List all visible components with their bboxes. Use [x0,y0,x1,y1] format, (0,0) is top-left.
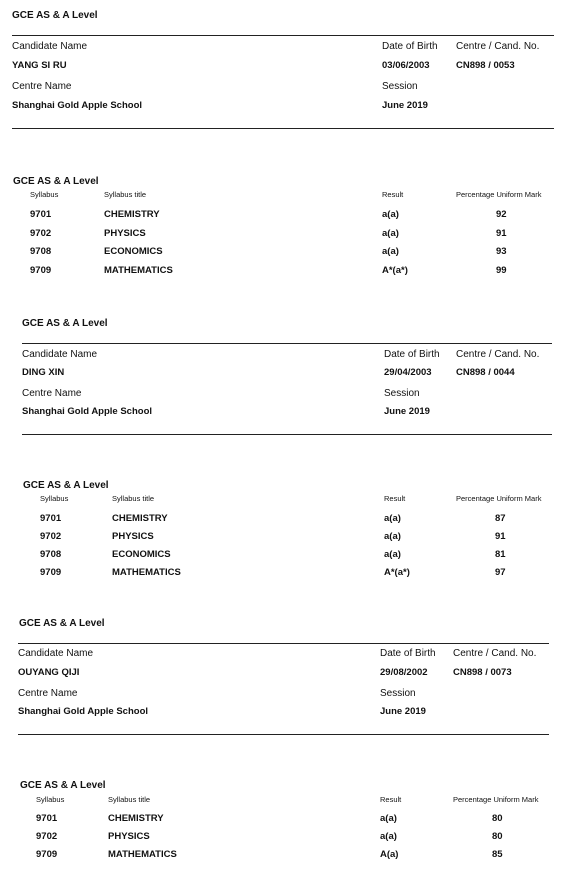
uniform-mark: 91 [496,228,507,239]
syllabus-code: 9701 [40,513,62,524]
col-syllabus-header: Syllabus [36,795,65,804]
result-grade: A*(a*) [382,265,408,276]
uniform-mark: 85 [492,849,503,860]
centre-name: Shanghai Gold Apple School [12,100,143,111]
results-heading: GCE AS & A Level [23,480,109,491]
syllabus-title: PHYSICS [104,228,146,239]
col-pum-header: Percentage Uniform Mark [453,795,539,804]
syllabus-title: ECONOMICS [104,246,163,257]
syllabus-title: MATHEMATICS [112,567,181,578]
uniform-mark: 80 [492,813,503,824]
candidate-heading: GCE AS & A Level [22,318,108,329]
centre-cand-value: CN898 / 0073 [453,667,512,678]
session-value: June 2019 [384,406,430,417]
result-grade: a(a) [384,531,401,542]
dob-label: Date of Birth [384,349,440,360]
dob-label: Date of Birth [382,41,438,52]
dob-value: 03/06/2003 [382,60,430,71]
centre-name: Shanghai Gold Apple School [22,406,153,417]
col-pum-header: Percentage Uniform Mark [456,190,542,199]
results-heading: GCE AS & A Level [13,176,99,187]
syllabus-title: CHEMISTRY [104,209,160,220]
col-result-header: Result [382,190,404,199]
col-result-header: Result [384,494,406,503]
result-grade: a(a) [380,813,397,824]
result-grade: a(a) [382,209,399,220]
result-grade: a(a) [382,228,399,239]
syllabus-code: 9709 [30,265,52,276]
centre-cand-label: Centre / Cand. No. [456,349,540,360]
syllabus-title: MATHEMATICS [104,265,173,276]
syllabus-code: 9701 [30,209,52,220]
centre-name-label: Centre Name [12,81,72,92]
dob-value: 29/04/2003 [384,367,432,378]
rule-bottom [18,734,549,735]
candidate-name: DING XIN [22,367,65,378]
syllabus-code: 9702 [40,531,62,542]
candidate-name-label: Candidate Name [12,41,88,52]
uniform-mark: 92 [496,209,507,220]
session-label: Session [382,81,418,92]
syllabus-title: MATHEMATICS [108,849,177,860]
col-syllabus-header: Syllabus [40,494,69,503]
candidate-name: OUYANG QIJI [18,667,80,678]
result-grade: a(a) [380,831,397,842]
syllabus-code: 9709 [36,849,58,860]
centre-cand-label: Centre / Cand. No. [456,41,540,52]
uniform-mark: 97 [495,567,506,578]
syllabus-code: 9701 [36,813,58,824]
session-value: June 2019 [382,100,428,111]
result-grade: A*(a*) [384,567,410,578]
syllabus-title: CHEMISTRY [108,813,164,824]
uniform-mark: 93 [496,246,507,257]
candidate-name: YANG SI RU [12,60,67,71]
uniform-mark: 80 [492,831,503,842]
session-label: Session [380,688,416,699]
candidate-name-label: Candidate Name [18,648,94,659]
centre-name-label: Centre Name [22,388,82,399]
session-label: Session [384,388,420,399]
dob-label: Date of Birth [380,648,436,659]
rule-bottom [22,434,552,435]
centre-name-label: Centre Name [18,688,78,699]
rule-top [18,643,549,644]
session-value: June 2019 [380,706,426,717]
uniform-mark: 91 [495,531,506,542]
uniform-mark: 81 [495,549,506,560]
result-grade: a(a) [382,246,399,257]
centre-cand-value: CN898 / 0044 [456,367,515,378]
syllabus-title: PHYSICS [108,831,150,842]
candidate-heading: GCE AS & A Level [19,618,105,629]
result-grade: a(a) [384,549,401,560]
col-title-header: Syllabus title [104,190,147,199]
uniform-mark: 99 [496,265,507,276]
rule-top [12,35,554,36]
candidate-heading: GCE AS & A Level [12,10,98,21]
centre-cand-label: Centre / Cand. No. [453,648,537,659]
syllabus-code: 9702 [36,831,58,842]
results-heading: GCE AS & A Level [20,780,106,791]
syllabus-title: CHEMISTRY [112,513,168,524]
dob-value: 29/08/2002 [380,667,428,678]
col-pum-header: Percentage Uniform Mark [456,494,542,503]
col-title-header: Syllabus title [112,494,155,503]
rule-bottom [12,128,554,129]
uniform-mark: 87 [495,513,506,524]
syllabus-title: PHYSICS [112,531,154,542]
syllabus-title: ECONOMICS [112,549,171,560]
centre-cand-value: CN898 / 0053 [456,60,515,71]
syllabus-code: 9702 [30,228,52,239]
col-result-header: Result [380,795,402,804]
candidate-name-label: Candidate Name [22,349,98,360]
syllabus-code: 9709 [40,567,62,578]
centre-name: Shanghai Gold Apple School [18,706,149,717]
col-syllabus-header: Syllabus [30,190,59,199]
result-grade: A(a) [380,849,399,860]
rule-top [22,343,552,344]
syllabus-code: 9708 [40,549,62,560]
col-title-header: Syllabus title [108,795,151,804]
result-grade: a(a) [384,513,401,524]
syllabus-code: 9708 [30,246,52,257]
